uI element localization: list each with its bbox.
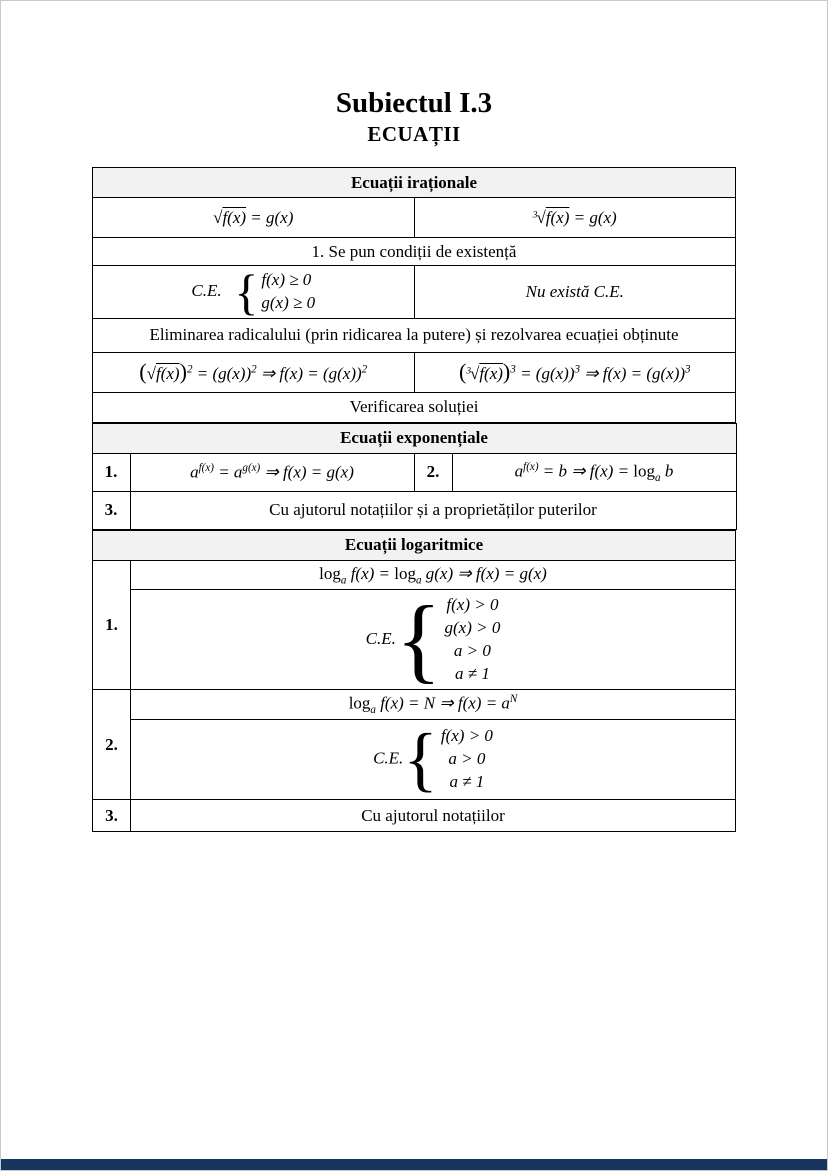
table-row	[93, 352, 736, 392]
table-row	[93, 168, 736, 198]
page-subtitle: ECUAȚII	[367, 122, 461, 146]
table-row	[93, 530, 736, 560]
exponential-table-header: Ecuații exponențiale	[92, 423, 736, 453]
table-row	[93, 392, 736, 422]
verify-solution-text: Verificarea soluției	[93, 392, 736, 422]
row-number-1: 1.	[93, 560, 131, 689]
square-power-equation-cell: $(√f(x))^2 = (g(x))^2$ ⇒ $f(x) = (g(x))^2$	[93, 352, 415, 392]
footer-bar	[1, 1159, 827, 1170]
table-row	[93, 590, 736, 690]
irrational-table-header: Ecuații iraționale	[93, 168, 736, 198]
existence-conditions-text: 1. Se pun condiții de existență	[93, 238, 736, 266]
notation-text: Cu ajutorul notațiilor	[131, 800, 736, 832]
logarithmic-table-header: Ecuații logaritmice	[93, 530, 736, 560]
radical-elimination-text: Eliminarea radicalului (prin ridicarea la putere) și rezolvarea ecuației obținute	[93, 318, 736, 352]
table-row	[93, 720, 736, 800]
logarithmic-equations-table	[92, 530, 736, 832]
table-row	[93, 690, 736, 720]
cbrt-equation-cell: $^3$√f(x) = g(x)	[414, 198, 736, 238]
row-number-3: 3.	[92, 491, 130, 529]
notation-properties-text: Cu ajutorul notațiilor și a proprietăților puterilor	[130, 491, 736, 529]
log-power-form-cell: $\log_a f(x) = N$ ⇒ $f(x) = a^N$	[131, 690, 736, 720]
exp-log-form-cell: $a^{f(x)} = b$ ⇒ $f(x) = \log_a b$	[452, 453, 736, 491]
exponential-equations-table	[92, 423, 737, 530]
table-row	[93, 266, 736, 319]
table-row	[92, 491, 736, 529]
table-row	[93, 318, 736, 352]
log-ce-system-4-cell: C.E. { f(x) > 0 g(x) > 0 a > 0 a ≠ 1	[131, 590, 736, 690]
table-row	[93, 800, 736, 832]
log-equal-logs-cell: $\log_a f(x) = \log_a g(x)$ ⇒ f(x) = g(x)	[131, 560, 736, 589]
cube-power-equation-cell: $(^3√f(x))^3 = (g(x))^3$ ⇒ $f(x) = (g(x))^3$	[414, 352, 736, 392]
page-title: Subiectul I.3	[335, 87, 493, 119]
no-ce-cell: Nu există C.E.	[414, 266, 736, 319]
row-number-1: 1.	[92, 453, 130, 491]
row-number-2: 2.	[414, 453, 452, 491]
irrational-equations-table	[92, 167, 736, 423]
sqrt-equation-cell: √f(x) = g(x)	[93, 198, 415, 238]
exp-equal-bases-cell: $a^{f(x)} = a^{g(x)}$ ⇒ f(x) = g(x)	[130, 453, 414, 491]
log-ce-system-3-cell: C.E. { f(x) > 0 a > 0 a ≠ 1	[131, 720, 736, 800]
table-row	[93, 560, 736, 589]
table-row	[92, 453, 736, 491]
table-row	[93, 198, 736, 238]
row-number-3: 3.	[93, 800, 131, 832]
table-row	[92, 423, 736, 453]
row-number-2: 2.	[93, 690, 131, 800]
table-row	[93, 238, 736, 266]
ce-system-cell: C.E. { f(x) ≥ 0 g(x) ≥ 0	[93, 266, 415, 319]
